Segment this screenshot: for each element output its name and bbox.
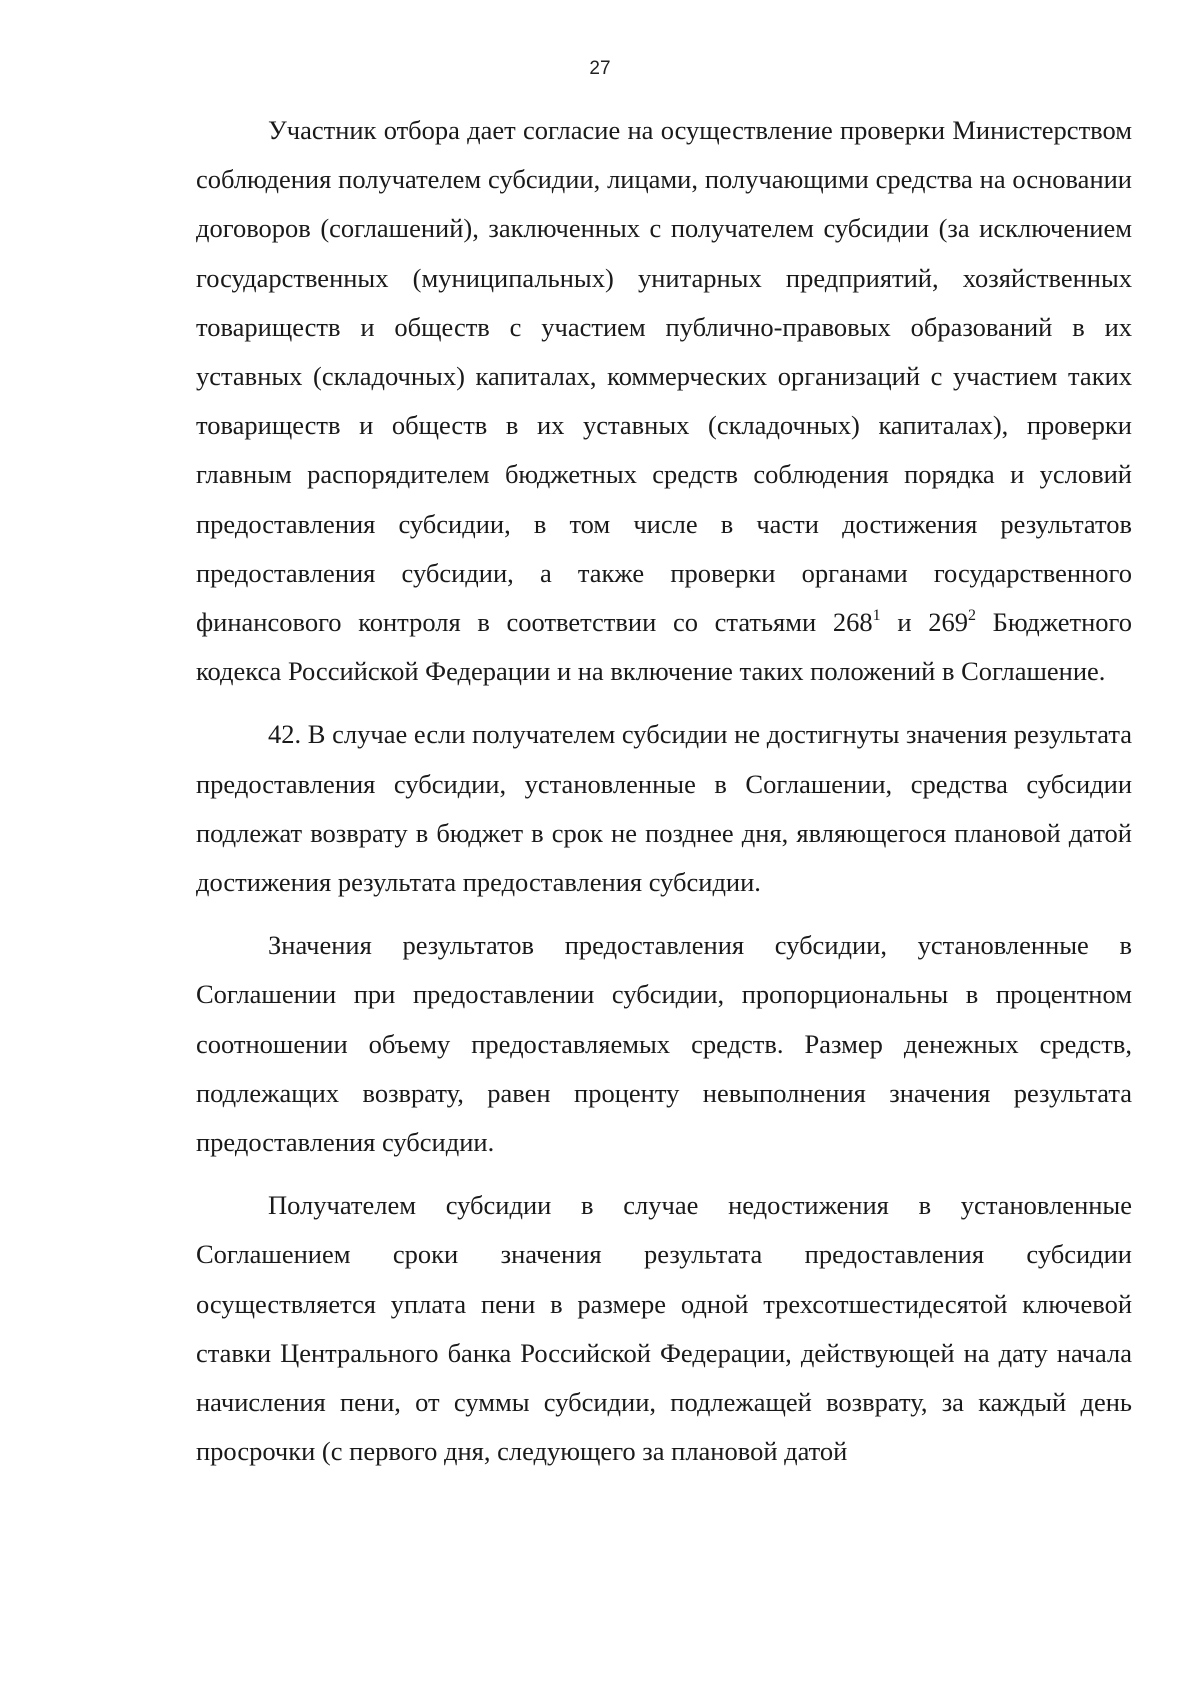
- paragraph-penalty: [196, 1181, 1132, 1476]
- paragraph-text: Бюджетного кодекса Российской Федерации и на включение таких положений в Соглашение.: [196, 607, 1132, 687]
- paragraph-text: и 269: [880, 607, 968, 638]
- page-number: 27: [589, 58, 611, 79]
- paragraph-text: Участник отбора дает согласие на осуществление проверки Министерством соблюдения получателем субсидии, лицами, получающими средства на основании договоров (соглашений), заключенных с получателем субсидии (за исключением государственных (муниципальных) унитарных предприятий, хозяйственных товариществ и обществ с участием публично-правовых образований в их уставных (складочных) капиталах, коммерческих организаций с участием таких товариществ и обществ в их уставных (складочных) капиталах), проверки главным распорядителем бюджетных средств соблюдения порядка и условий предоставления субсидии, в том числе в части достижения результатов предоставления субсидии, а также проверки органами государственного финансового контроля в соответствии со статьями 268: [196, 115, 1132, 638]
- paragraph-text: Значения результатов предоставления субсидии, установленные в Соглашении при предоставлении субсидии, пропорциональны в процентном соотношении объему предоставляемых средств. Размер денежных средств, подлежащих возврату, равен проценту невыполнения значения результата предоставления субсидии.: [196, 930, 1132, 1158]
- paragraph-result-values: [196, 921, 1132, 1167]
- paragraph-consent-to-audit: [196, 106, 1132, 696]
- superscript-marker: 1: [872, 607, 881, 625]
- paragraph-text: Получателем субсидии в случае недостижения в установленные Соглашением сроки значения результата предоставления субсидии осуществляется уплата пени в размере одной трехсотшестидесятой ключевой ставки Центрального банка Российской Федерации, действующей на дату начала начисления пени, от суммы субсидии, подлежащей возврату, за каждый день просрочки (с первого дня, следующего за плановой датой: [196, 1190, 1132, 1467]
- document-body: [196, 106, 1132, 1476]
- paragraph-text: 42. В случае если получателем субсидии не достигнуты значения результата предоставления субсидии, установленные в Соглашении, средства субсидии подлежат возврату в бюджет в срок не позднее дня, являющегося плановой датой достижения результата предоставления субсидии.: [196, 719, 1132, 898]
- paragraph-clause-42: [196, 710, 1132, 907]
- superscript-marker: 2: [967, 607, 976, 625]
